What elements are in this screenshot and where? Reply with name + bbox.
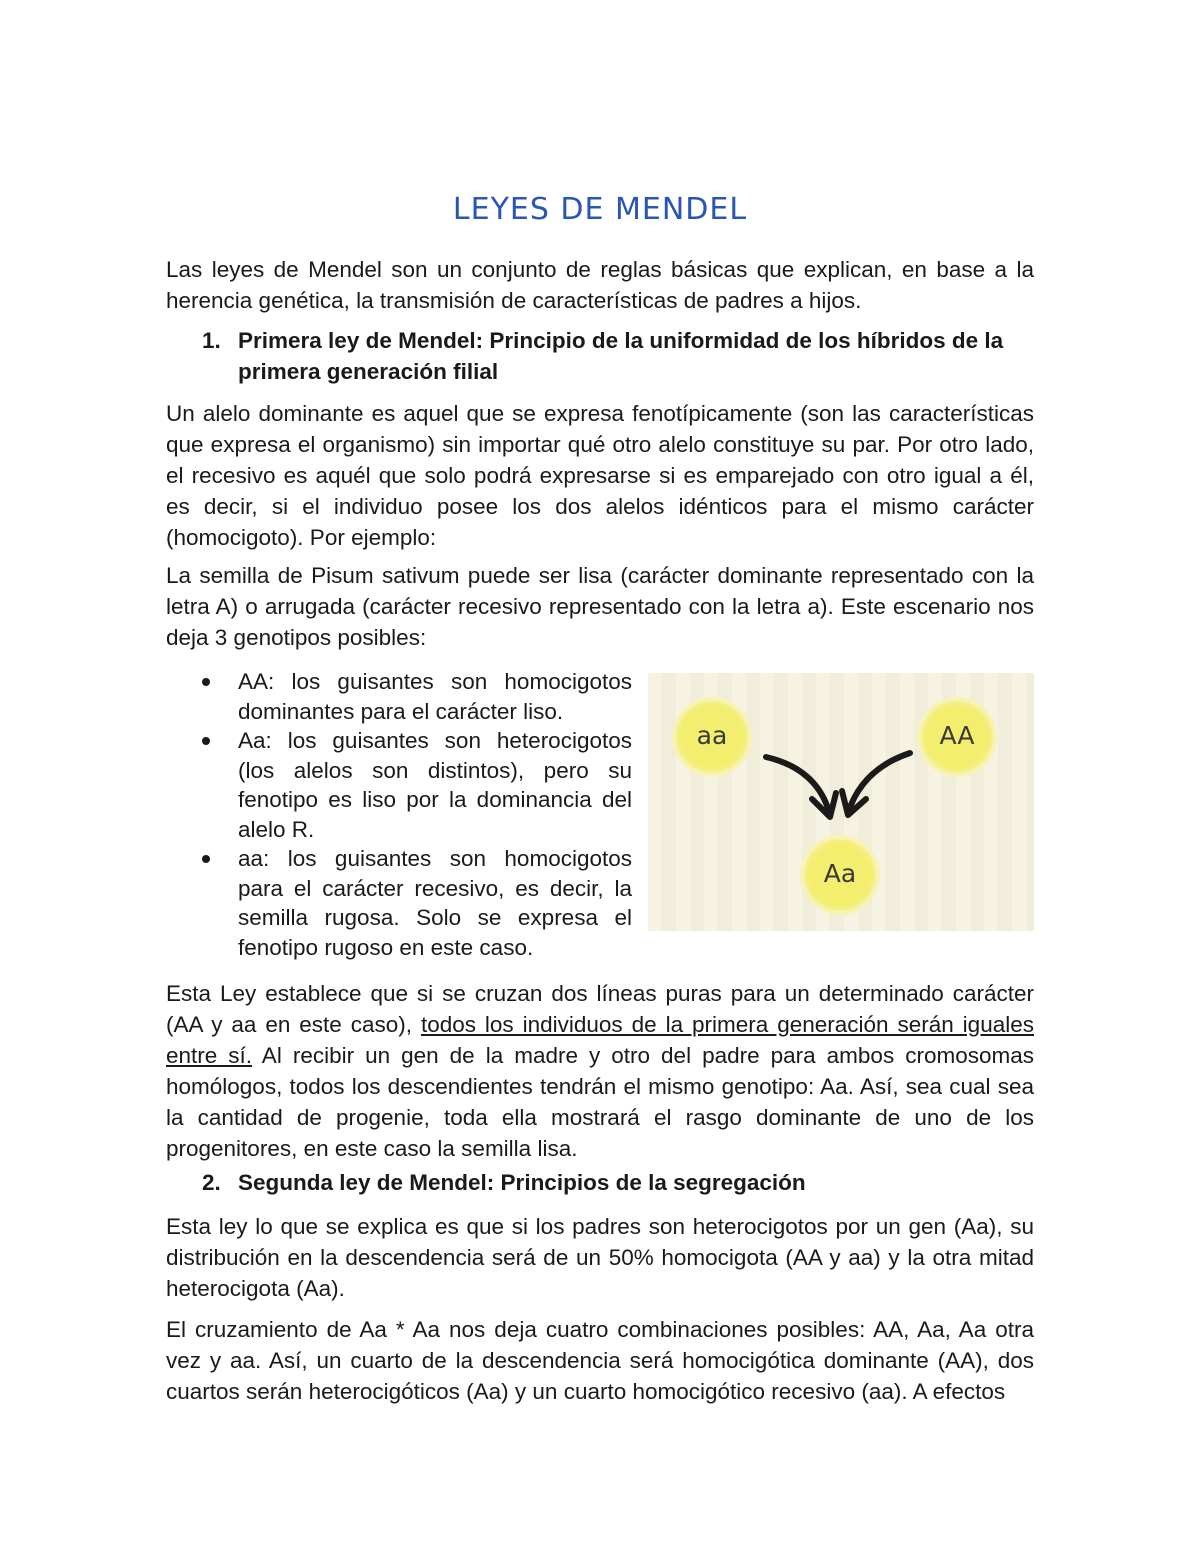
section2-number: 2. <box>202 1170 221 1195</box>
offspring-Aa-label: Aa <box>823 859 857 888</box>
section2-heading <box>202 1167 1034 1198</box>
para3-end: Al recibir un gen de la madre y otro del padre para ambos cromosomas homólogos, todos los descendientes tendrán el mismo genotipo: Aa. Así, sea cual sea la cantidad de progenie, toda ella mostrará el rasgo dominante de uno de los progenitores, en este caso la semilla lisa. <box>166 1043 1034 1161</box>
list-item <box>202 726 632 844</box>
list-item-text: aa: los guisantes son homocigotos para el carácter recesivo, es decir, la semilla rugosa. Solo se expresa el fenotipo rugoso en este caso. <box>238 846 632 960</box>
genotype-list <box>202 667 632 962</box>
para3-underlined: todos los individuos de la primera generación serán iguales entre sí. <box>166 1012 1034 1068</box>
list-item <box>202 667 632 726</box>
section1-heading <box>202 325 1034 387</box>
list-item-text: AA: los guisantes son homocigotos dominantes para el carácter liso. <box>238 669 632 724</box>
bullet-icon <box>202 678 210 686</box>
section1-heading-text: Primera ley de Mendel: Principio de la uniformidad de los híbridos de la primera generación filial <box>238 328 1004 384</box>
para3-start: Esta Ley establece que si se cruzan dos líneas puras para un determinado carácter (AA y aa en este caso), <box>166 981 1034 1037</box>
section2-paragraph-2: El cruzamiento de Aa * Aa nos deja cuatro combinaciones posibles: AA, Aa, Aa otra vez y aa. Así, un cuarto de la descendencia será homocigótica dominante (AA), dos cuartos serán heterocigóticos (Aa) y un cuarto homocigótico recesivo (aa). A efectos <box>166 1317 1034 1404</box>
cross-diagram <box>648 673 1034 931</box>
section1-paragraph-2: La semilla de Pisum sativum puede ser lisa (carácter dominante representado con la letra A) o arrugada (carácter recesivo representado con la letra a). Este escenario nos deja 3 genotipos posibles: <box>166 563 1034 650</box>
section1-number: 1. <box>202 328 221 353</box>
section1-paragraph-3 <box>166 978 1034 1164</box>
section1-paragraph-1: Un alelo dominante es aquel que se expresa fenotípicamente (son las características que expresa el organismo) sin importar qué otro alelo constituye su par. Por otro lado, el recesivo es aquél que solo podrá expresarse si es emparejado con otro igual a él, es decir, si el individuo posee los dos alelos idénticos para el mismo carácter (homocigoto). Por ejemplo: <box>166 401 1034 550</box>
cross-diagram-graphic <box>648 673 1034 931</box>
bullet-icon <box>202 737 210 745</box>
parent-aa-label: aa <box>696 721 728 750</box>
bullet-icon <box>202 855 210 863</box>
intro-paragraph: Las leyes de Mendel son un conjunto de reglas básicas que explican, en base a la herencia genética, la transmisión de características de padres a hijos. <box>166 257 1034 313</box>
section2-paragraph-1: Esta ley lo que se explica es que si los padres son heterocigotos por un gen (Aa), su distribución en la descendencia será de un 50% homocigota (AA y aa) y la otra mitad heterocigota (Aa). <box>166 1214 1034 1301</box>
section2-heading-text: Segunda ley de Mendel: Principios de la segregación <box>238 1170 806 1195</box>
list-item-text: Aa: los guisantes son heterocigotos (los alelos son distintos), pero su fenotipo es liso por la dominancia del alelo R. <box>238 728 632 842</box>
list-item <box>202 844 632 962</box>
document-title: LEYES DE MENDEL <box>452 192 748 227</box>
parent-AA-label: AA <box>939 721 975 750</box>
